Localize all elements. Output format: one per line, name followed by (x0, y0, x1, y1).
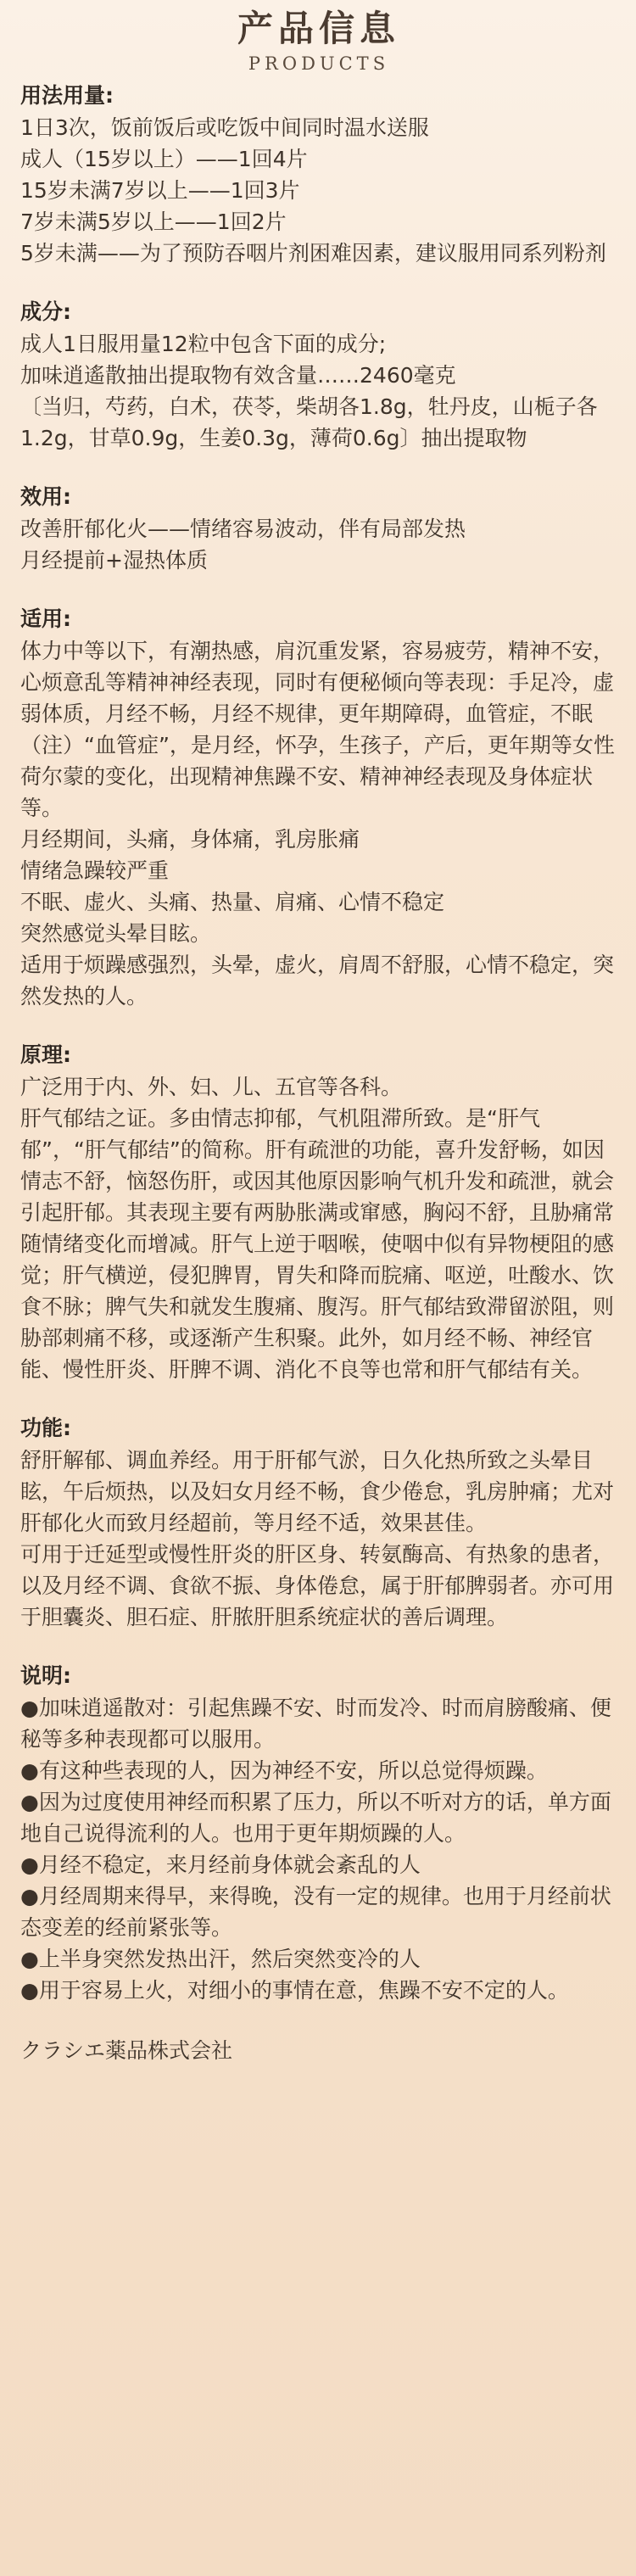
indications-line: 适用于烦躁感强烈，头晕，虚火，肩周不舒服，心情不稳定，突然发热的人。 (20, 953, 615, 1009)
indications-line: 体力中等以下，有潮热感，肩沉重发紧，容易疲劳，精神不安，心烦意乱等精神神经表现，同时有便秘倾向等表现：手足冷，虚弱体质，月经不畅，月经不规律，更年期障碍，血管症，不眠 (20, 639, 615, 726)
function-line: 舒肝解郁、调血养经。用于肝郁气淤，日久化热所致之头晕目眩，午后烦热，以及妇女月经不畅，食少倦怠，乳房肿痛；尤对肝郁化火而致月经超前，等月经不适，效果甚佳。 (20, 1448, 615, 1535)
notes-line: ●上半身突然发热出汗，然后突然变冷的人 (20, 1947, 421, 1971)
indications-line: 突然感觉头晕目眩。 (20, 921, 212, 946)
principle-line: 肝气郁结之证。多由情志抑郁，气机阻滞所致。是“肝气郁”，“肝气郁结”的简称。肝有疏泄的功能，喜升发舒畅，如因情志不舒，恼怒伤肝，或因其他原因影响气机升发和疏泄，就会引起肝郁。其表现主要有两胁胀满或窜感，胸闷不舒，且胁痛常随情绪变化而增减。肝气上逆于咽喉，使咽中似有异物梗阻的感觉；肝气横逆，侵犯脾胃，胃失和降而脘痛、呕逆，吐酸水、饮食不脉；脾气失和就发生腹痛、腹泻。肝气郁结致滞留淤阻，则胁部刺痛不移，或逐渐产生积聚。此外，如月经不畅、神经官能、慢性肝炎、肝脾不调、消化不良等也常和肝气郁结有关。 (20, 1106, 615, 1382)
section-heading-function: 功能: (20, 1416, 71, 1440)
section-heading-effect: 效用: (20, 484, 71, 509)
section-heading-principle: 原理: (20, 1042, 71, 1067)
section-heading-dosage: 用法用量: (20, 83, 114, 108)
company-name: クラシエ薬品株式会社 (20, 2038, 233, 2063)
section-heading-ingredients: 成分: (20, 299, 71, 324)
notes-line: ●加味逍遥散对：引起焦躁不安、时而发冷、时而肩膀酸痛、便秘等多种表现都可以服用。 (20, 1696, 611, 1752)
notes-line: ●用于容易上火，对细小的事情在意，焦躁不安不定的人。 (20, 1978, 569, 2003)
dosage-line: 成人（15岁以上）——1回4片 (20, 147, 308, 171)
effect-line: 月经提前+湿热体质 (20, 548, 208, 573)
section-heading-indications: 适用: (20, 606, 71, 631)
title-block (20, 0, 617, 81)
ingredients-line: 加味逍遙散抽出提取物有效含量……2460毫克 (20, 363, 456, 388)
ingredients-line: 成人1日服用量12粒中包含下面的成分; (20, 332, 387, 356)
indications-line: 月经期间，头痛，身体痛，乳房胀痛 (20, 827, 360, 852)
notes-line: ●月经不稳定，来月经前身体就会紊乱的人 (20, 1852, 421, 1877)
section-heading-notes: 说明: (20, 1663, 71, 1688)
section-indications (20, 605, 617, 1012)
section-effect (20, 483, 617, 576)
page-subtitle: PRODUCTS (248, 53, 390, 74)
principle-line: 广泛用于内、外、妇、儿、五官等各科。 (20, 1075, 403, 1099)
notes-line: ●月经周期来得早，来得晚，没有一定的规律。也用于月经前状态变差的经前紧张等。 (20, 1884, 611, 1940)
effect-line: 改善肝郁化火——情绪容易波动，伴有局部发热 (20, 517, 466, 541)
dosage-line: 1日3次，饭前饭后或吃饭中间同时温水送服 (20, 115, 429, 140)
function-line: 可用于迁延型或慢性肝炎的肝区身、转氨酶高、有热象的患者，以及月经不调、食欲不振、身体倦怠，属于肝郁脾弱者。亦可用于胆囊炎、胆石症、肝脓肝胆系统症状的善后调理。 (20, 1542, 615, 1629)
page-title: 产品信息 (237, 8, 400, 49)
section-principle (20, 1041, 617, 1385)
notes-line: ●因为过度使用神经而积累了压力，所以不听对方的话，单方面地自己说得流利的人。也用于更年期烦躁的人。 (20, 1790, 611, 1846)
notes-line: ●有这种些表现的人，因为神经不安，所以总觉得烦躁。 (20, 1758, 548, 1783)
section-ingredients (20, 298, 617, 454)
indications-line: （注）“血管症”，是月经，怀孕，生孩子，产后，更年期等女性荷尔蒙的变化，出现精神焦躁不安、精神神经表现及身体症状等。 (20, 733, 615, 820)
dosage-line: 7岁未满5岁以上——1回2片 (20, 210, 287, 234)
dosage-line: 15岁未满7岁以上——1回3片 (20, 178, 300, 203)
indications-line: 情绪急躁较严重 (20, 858, 170, 883)
indications-line: 不眠、虚火、头痛、热量、肩痛、心情不稳定 (20, 890, 445, 914)
ingredients-line: 〔当归，芍药，白术，茯苓，柴胡各1.8g，牡丹皮，山栀子各1.2g，甘草0.9g，生姜0.3g，薄荷0.6g〕抽出提取物 (20, 394, 598, 450)
dosage-line: 5岁未满——为了预防吞咽片剂困难因素，建议服用同系列粉剂 (20, 241, 606, 265)
section-function (20, 1414, 617, 1633)
section-notes (20, 1662, 617, 2006)
section-dosage (20, 81, 617, 269)
